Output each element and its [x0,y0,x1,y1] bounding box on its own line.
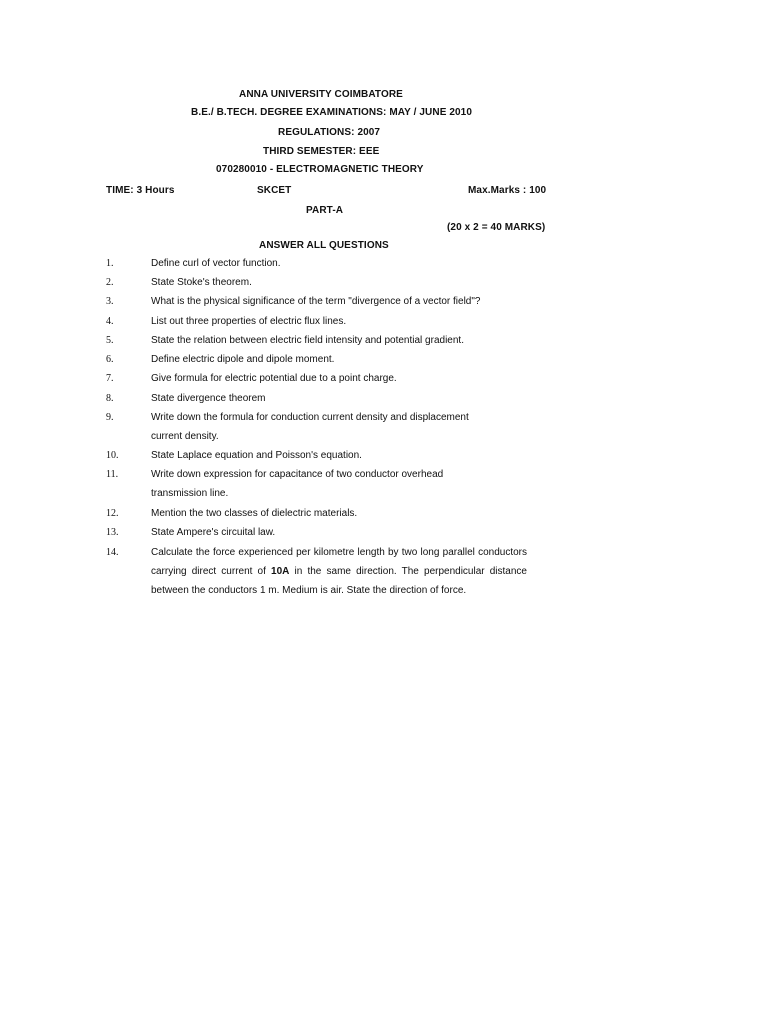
question-number: 5. [106,335,114,346]
question-number: 3. [106,296,114,307]
exam-time: TIME: 3 Hours [106,185,175,196]
list-item [106,273,546,292]
list-item [106,292,546,311]
question-number: 11. [106,469,119,480]
current-value: 10A [271,566,290,578]
list-item [106,408,546,446]
question-text: State the relation between electric field intensity and potential gradient. [151,335,464,346]
question-text: State Ampere's circuital law. [151,527,276,538]
list-item [106,543,546,601]
question-text: State Stoke's theorem. [151,277,252,288]
list-item [106,312,546,331]
list-item [106,465,546,503]
question-number: 4. [106,316,114,327]
question-text-part: Calculate the force experienced per kilometre length by two long parallel conductors carrying direct current of [151,547,527,578]
max-marks: Max.Marks : 100 [468,185,547,196]
course-title: 070280010 - ELECTROMAGNETIC THEORY [216,164,424,175]
regulations: REGULATIONS: 2007 [278,127,381,138]
list-item [106,389,546,408]
exam-title: B.E./ B.TECH. DEGREE EXAMINATIONS: MAY / JUNE 2010 [191,107,472,118]
question-text: List out three properties of electric flux lines. [151,316,347,327]
list-item [106,350,546,369]
question-text: State divergence theorem [151,393,266,404]
question-text [151,543,527,601]
question-number: 8. [106,393,114,404]
question-text: Write down the formula for conduction current density and displacement current density. [151,412,469,443]
marks-scheme: (20 x 2 = 40 MARKS) [447,222,546,233]
university-title: ANNA UNIVERSITY COIMBATORE [239,89,403,100]
question-number: 7. [106,373,114,384]
question-number: 2. [106,277,114,288]
question-number: 13. [106,527,119,538]
list-item [106,523,546,542]
college-code: SKCET [257,185,292,196]
semester: THIRD SEMESTER: EEE [263,146,380,157]
question-number: 14. [106,547,119,558]
question-text: What is the physical significance of the term "divergence of a vector field"? [151,296,481,307]
list-item [106,446,546,465]
question-text-part: in the same direction. The perpendicular distance between the conductors 1 m. Medium is air. State the direction of force. [151,566,527,597]
question-text: Write down expression for capacitance of two conductor overhead transmission line. [151,469,444,500]
question-text: Define electric dipole and dipole moment. [151,354,335,365]
question-number: 10. [106,450,119,461]
question-number: 9. [106,412,114,423]
list-item [106,504,546,523]
instruction: ANSWER ALL QUESTIONS [259,240,389,251]
question-text: Mention the two classes of dielectric materials. [151,508,358,519]
question-text: State Laplace equation and Poisson's equation. [151,450,362,461]
question-number: 6. [106,354,114,365]
question-number: 1. [106,258,114,269]
part-heading: PART-A [306,205,344,216]
list-item [106,331,546,350]
question-number: 12. [106,508,119,519]
question-text: Give formula for electric potential due to a point charge. [151,373,397,384]
question-text: Define curl of vector function. [151,258,281,269]
list-item [106,254,546,273]
list-item [106,369,546,388]
